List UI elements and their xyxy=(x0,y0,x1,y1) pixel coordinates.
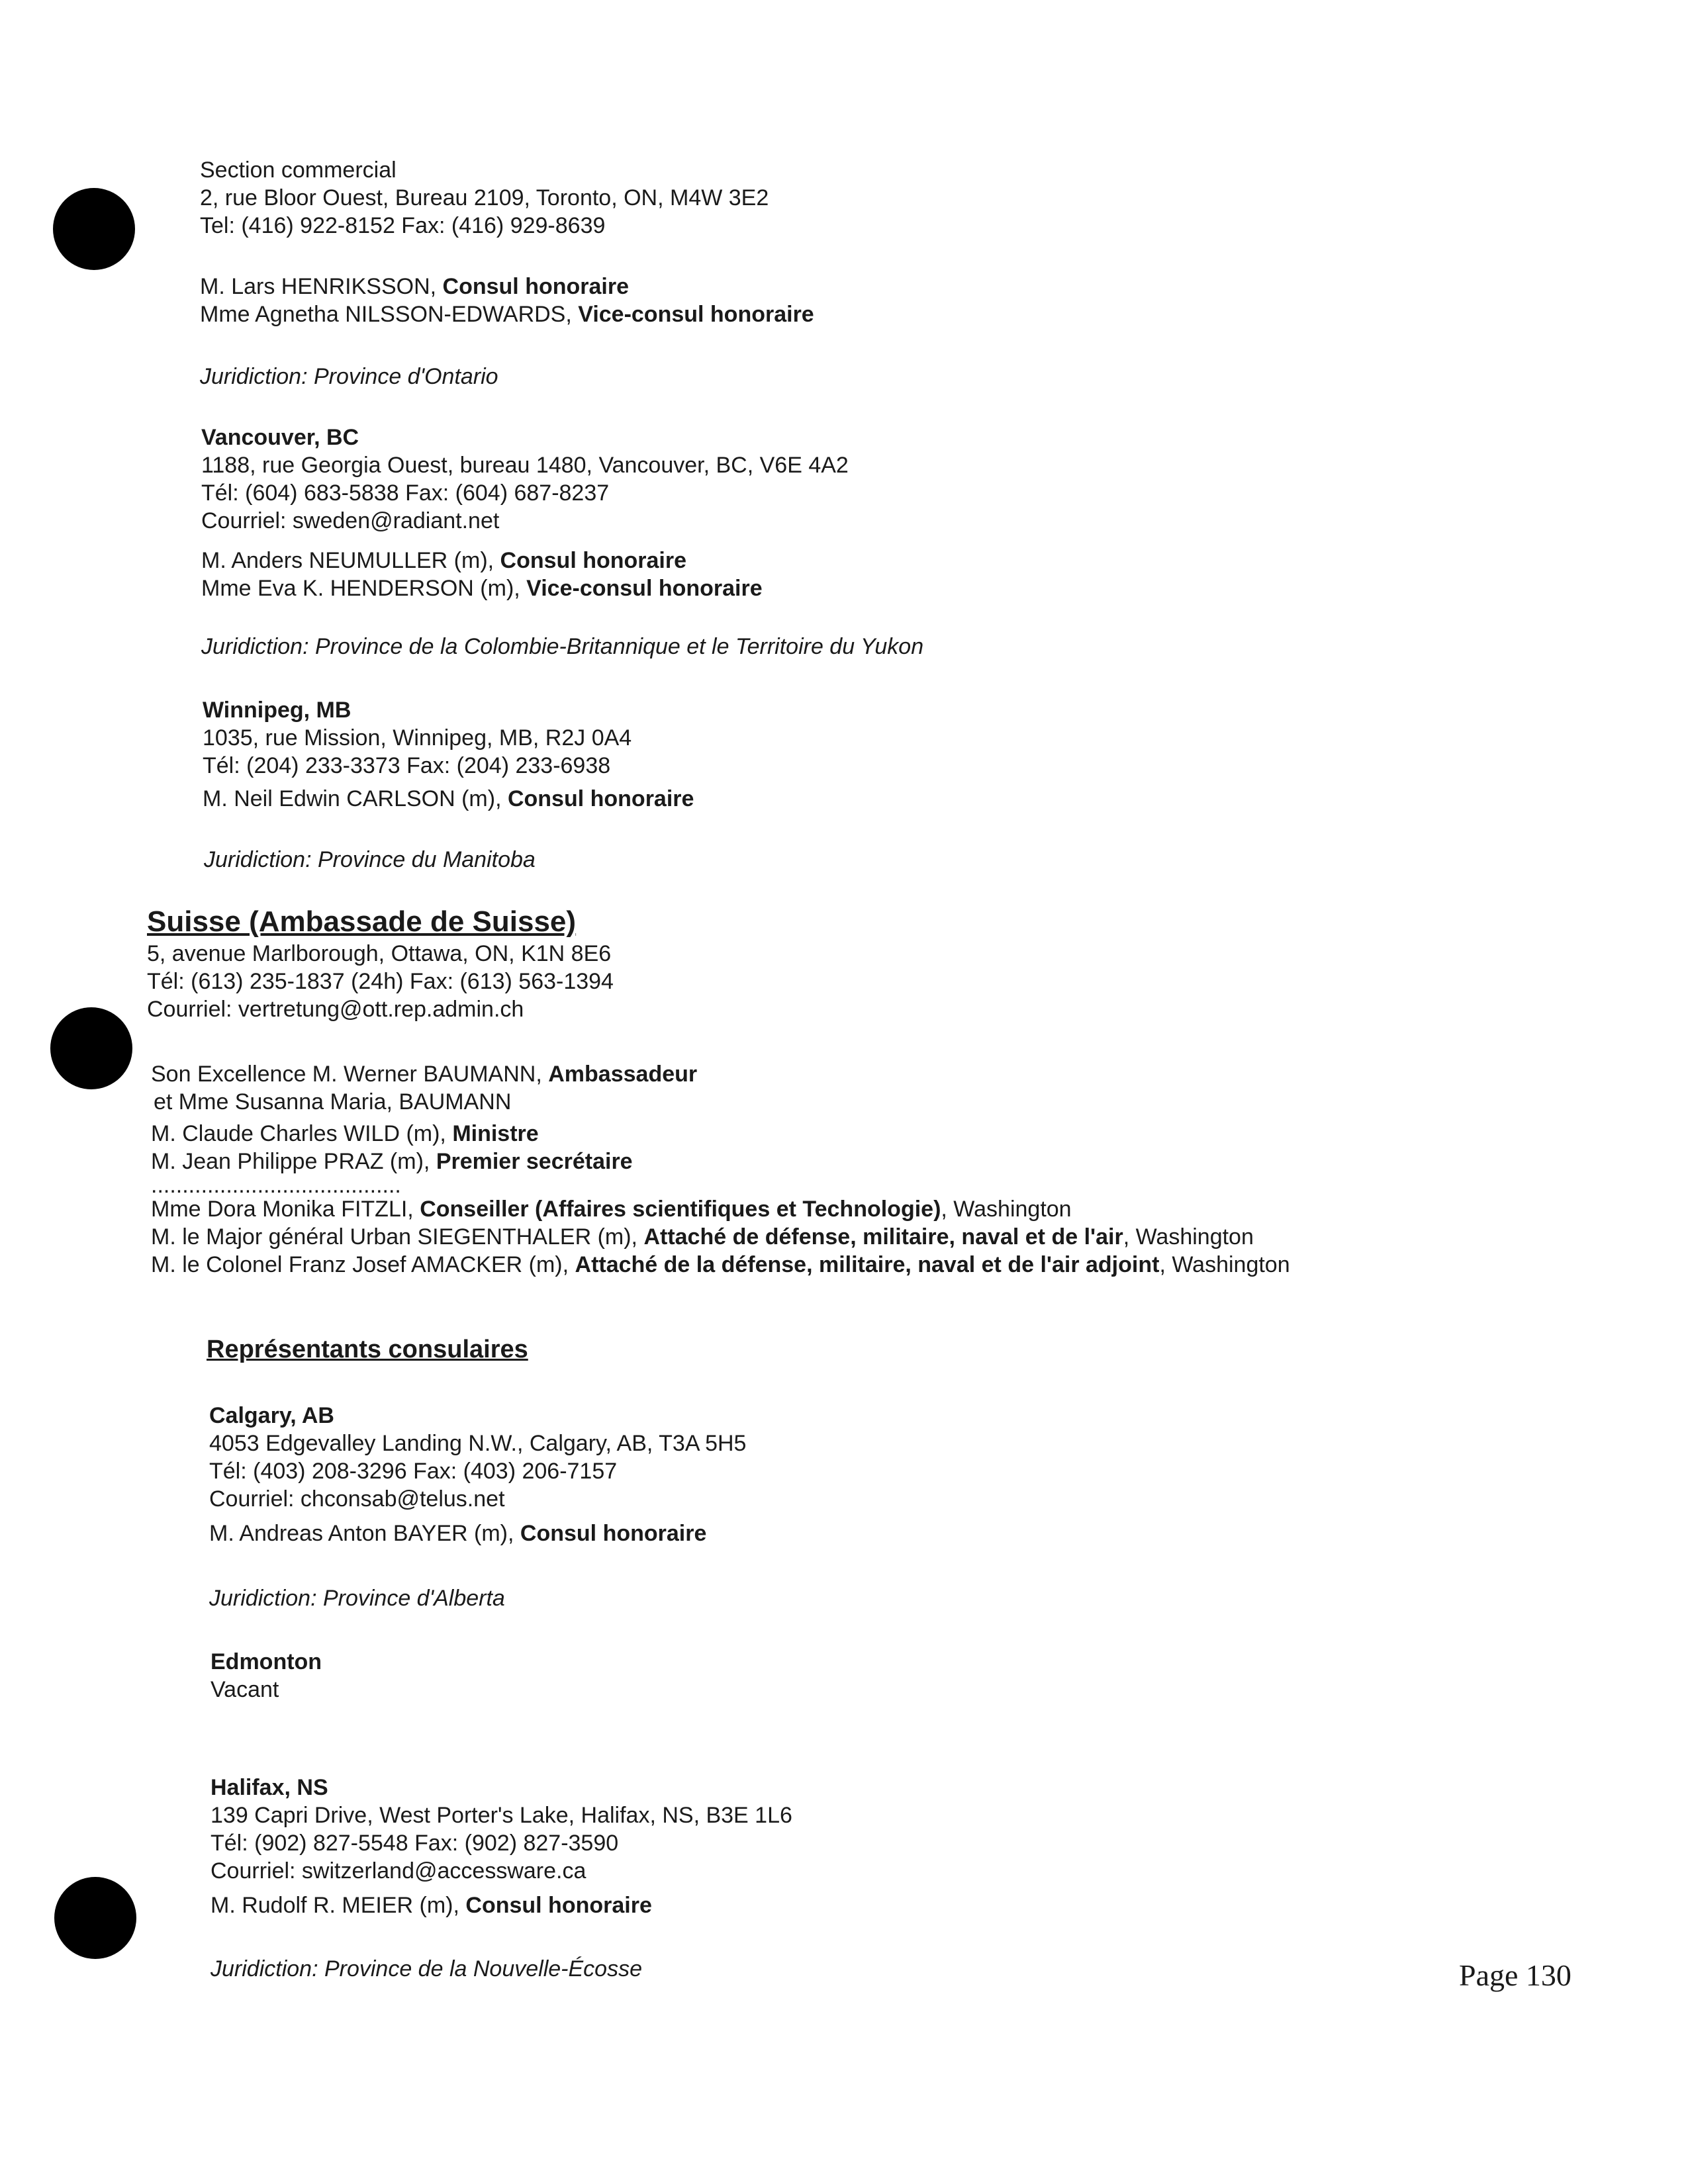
washington-staff-entry: M. le Colonel Franz Josef AMACKER (m), Attaché de la défense, militaire, naval et de l'air adjoint, Washington xyxy=(151,1252,1290,1277)
staff-entry: M. Lars HENRIKSSON, Consul honoraire xyxy=(200,274,629,299)
punch-hole-bottom xyxy=(54,1877,136,1959)
switzerland-embassy xyxy=(147,904,614,1023)
phone-line: Tél: (204) 233-3373 Fax: (204) 233-6938 xyxy=(203,753,611,778)
email-line: Courriel: chconsab@telus.net xyxy=(209,1486,505,1512)
email-line: Courriel: switzerland@accessware.ca xyxy=(211,1858,586,1884)
address-line: 2, rue Bloor Ouest, Bureau 2109, Toronto, ON, M4W 3E2 xyxy=(200,185,769,210)
phone-line: Tél: (403) 208-3296 Fax: (403) 206-7157 xyxy=(209,1459,618,1484)
address-line: 1035, rue Mission, Winnipeg, MB, R2J 0A4 xyxy=(203,725,632,751)
page-number: Page 130 xyxy=(1459,1958,1571,1992)
address-line: 1188, rue Georgia Ouest, bureau 1480, Vancouver, BC, V6E 4A2 xyxy=(201,453,849,478)
email-line: Courriel: sweden@radiant.net xyxy=(201,508,500,533)
toronto-staff-list xyxy=(200,273,814,328)
sweden-commercial-section xyxy=(200,156,769,240)
phone-line: Tél: (613) 235-1837 (24h) Fax: (613) 563-1394 xyxy=(147,969,614,994)
calgary-consulate xyxy=(209,1402,746,1547)
city-heading: Vancouver, BC xyxy=(201,425,359,450)
phone-line: Tél: (604) 683-5838 Fax: (604) 687-8237 xyxy=(201,480,610,506)
staff-entry: Mme Eva K. HENDERSON (m), Vice-consul honoraire xyxy=(201,576,763,601)
city-heading: Halifax, NS xyxy=(211,1775,328,1800)
staff-entry: M. Anders NEUMULLER (m), Consul honoraire xyxy=(201,548,687,573)
washington-staff-entry: Mme Dora Monika FITZLI, Conseiller (Affaires scientifiques et Technologie), Washington xyxy=(151,1197,1072,1222)
phone-line: Tel: (416) 922-8152 Fax: (416) 929-8639 xyxy=(200,213,606,238)
phone-line: Tél: (902) 827-5548 Fax: (902) 827-3590 xyxy=(211,1831,619,1856)
halifax-consulate xyxy=(211,1774,792,1919)
punch-hole-middle xyxy=(50,1007,132,1089)
spouse-entry: et Mme Susanna Maria, BAUMANN xyxy=(154,1089,512,1115)
vancouver-jurisdiction: Juridiction: Province de la Colombie-Britannique et le Territoire du Yukon xyxy=(201,634,924,659)
address-line: 4053 Edgevalley Landing N.W., Calgary, AB, T3A 5H5 xyxy=(209,1431,747,1456)
washington-staff-entry: M. le Major général Urban SIEGENTHALER (m), Attaché de défense, militaire, naval et de l'air, Washington xyxy=(151,1224,1254,1250)
winnipeg-consulate xyxy=(203,696,694,813)
city-heading: Edmonton xyxy=(211,1649,322,1674)
toronto-jurisdiction: Juridiction: Province d'Ontario xyxy=(200,364,498,389)
staff-entry: M. Jean Philippe PRAZ (m), Premier secrétaire xyxy=(151,1149,633,1174)
staff-entry: M. Claude Charles WILD (m), Ministre xyxy=(151,1121,539,1146)
city-heading: Calgary, AB xyxy=(209,1403,334,1428)
section-title: Section commercial xyxy=(200,158,397,183)
address-line: 5, avenue Marlborough, Ottawa, ON, K1N 8E6 xyxy=(147,941,612,966)
dotted-separator: ........................................ xyxy=(151,1173,401,1198)
country-heading: Suisse (Ambassade de Suisse) xyxy=(147,905,577,938)
punch-hole-top xyxy=(53,188,135,270)
staff-entry: M. Neil Edwin CARLSON (m), Consul honoraire xyxy=(203,786,694,811)
consular-heading: Représentants consulaires xyxy=(207,1336,528,1363)
email-line: Courriel: vertretung@ott.rep.admin.ch xyxy=(147,997,524,1022)
vancouver-staff-list xyxy=(201,547,763,602)
staff-entry: Mme Agnetha NILSSON-EDWARDS, Vice-consul honoraire xyxy=(200,302,814,327)
calgary-jurisdiction: Juridiction: Province d'Alberta xyxy=(209,1586,505,1611)
vancouver-consulate xyxy=(201,424,849,535)
staff-entry: M. Rudolf R. MEIER (m), Consul honoraire xyxy=(211,1893,652,1918)
address-line: 139 Capri Drive, West Porter's Lake, Halifax, NS, B3E 1L6 xyxy=(211,1803,792,1828)
switzerland-staff-list xyxy=(151,1060,1290,1279)
city-heading: Winnipeg, MB xyxy=(203,698,352,723)
status-line: Vacant xyxy=(211,1677,279,1702)
edmonton-consulate xyxy=(211,1648,322,1704)
winnipeg-jurisdiction: Juridiction: Province du Manitoba xyxy=(204,847,536,872)
halifax-jurisdiction: Juridiction: Province de la Nouvelle-Écosse xyxy=(211,1956,642,1981)
ambassador-entry: Son Excellence M. Werner BAUMANN, Ambassadeur xyxy=(151,1062,698,1087)
staff-entry: M. Andreas Anton BAYER (m), Consul honoraire xyxy=(209,1521,707,1546)
